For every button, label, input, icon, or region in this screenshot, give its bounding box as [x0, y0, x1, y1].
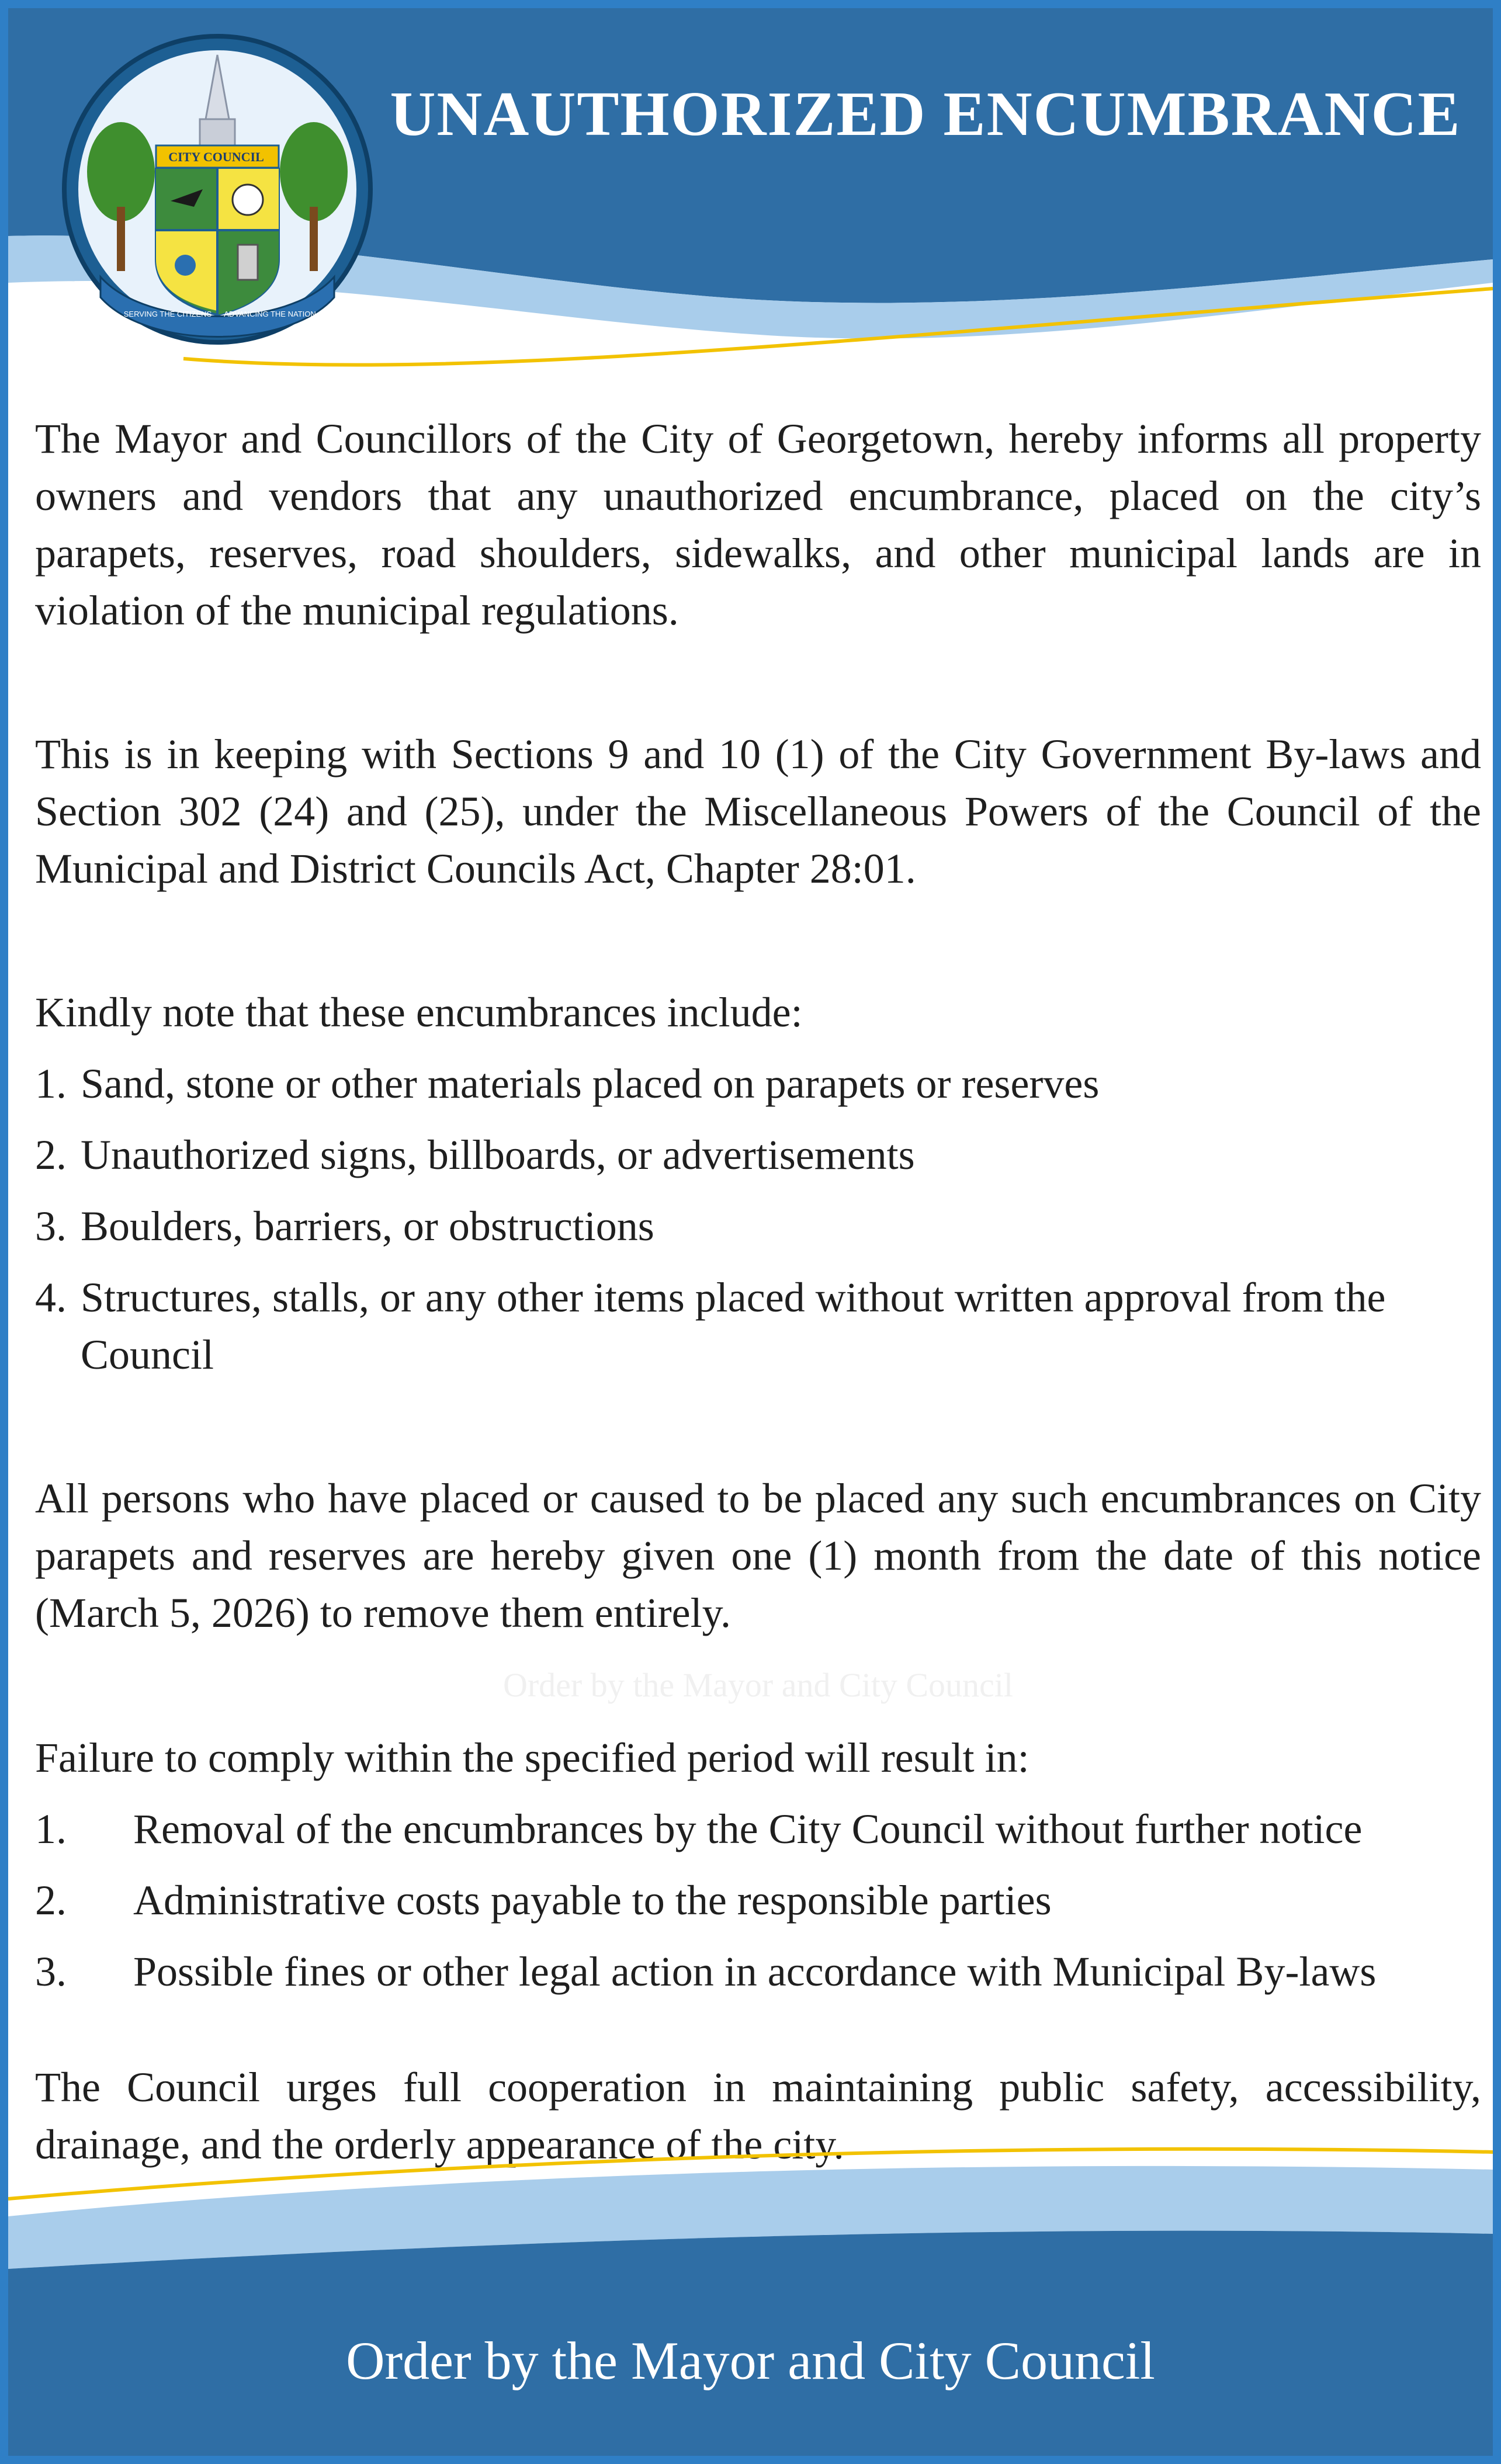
list-item	[35, 1126, 1481, 1184]
footer-text: Order by the Mayor and City Council	[346, 2331, 1155, 2390]
intro-paragraph: The Mayor and Councillors of the City of Georgetown, hereby informs all property owners and vendors that any unauthorized encumbrance, placed on the city’s parapets, reserves, road shoulders, sidewalks, and other municipal lands are in violation of the municipal regulations.	[35, 415, 1481, 634]
page-title: UNAUTHORIZED ENCUMBRANCE	[390, 79, 1461, 149]
list-item	[35, 1800, 1481, 1858]
notice-body	[35, 410, 1481, 2173]
encumbrances-list	[35, 1055, 1481, 1383]
list-item	[35, 1055, 1481, 1112]
seal-banner-text: CITY COUNCIL	[168, 150, 264, 164]
legal-basis-paragraph: This is in keeping with Sections 9 and 10 (1) of the City Government By-laws and Section 302 (24) and (25), under the Miscellaneous Powers of the Council of the Municipal and District Councils Act, Chapter 28:01.	[35, 731, 1481, 892]
watermark-text: Order by the Mayor and City Council	[502, 1666, 1014, 1704]
list-item-number: 4.	[35, 1274, 67, 1321]
city-council-seal	[60, 32, 375, 347]
list-item-text: Possible fines or other legal action in accordance with Municipal By-laws	[133, 1948, 1377, 1995]
list-item-number: 2.	[35, 1877, 67, 1924]
list-item-text: Unauthorized signs, billboards, or advertisements	[81, 1132, 915, 1178]
list-item-text: Structures, stalls, or any other items placed without written approval from the Council	[81, 1274, 1386, 1378]
list-item-text: Boulders, barriers, or obstructions	[81, 1203, 654, 1250]
list-item	[35, 1872, 1481, 1929]
list-item-number: 3.	[35, 1203, 67, 1250]
list-item	[35, 1198, 1481, 1255]
seal-ribbon-left: SERVING THE CITIZENS	[123, 310, 212, 318]
encumbrances-lead: Kindly note that these encumbrances include:	[35, 989, 803, 1036]
consequences-list	[35, 1800, 1481, 2000]
list-item	[35, 1269, 1481, 1383]
list-item	[35, 1943, 1481, 2000]
footer-wave-background	[8, 2129, 1493, 2456]
consequences-lead: Failure to comply within the specified period will result in:	[35, 1734, 1029, 1781]
list-item-text: Sand, stone or other materials placed on parapets or reserves	[81, 1060, 1100, 1107]
list-item-number: 1.	[35, 1060, 67, 1107]
list-item-number: 1.	[35, 1806, 67, 1852]
seal-ribbon-right: ADVANCING THE NATION	[224, 310, 316, 318]
deadline-paragraph: All persons who have placed or caused to be placed any such encumbrances on City parapets and reserves are hereby given one (1) month from the date of this notice (March 5, 2026) to remove them entirely.	[35, 1475, 1481, 1636]
list-item-number: 3.	[35, 1948, 67, 1995]
list-item-text: Administrative costs payable to the responsible parties	[133, 1877, 1052, 1924]
closing-paragraph: The Council urges full cooperation in maintaining public safety, accessibility, drainage, and the orderly appearance of the city.	[35, 2064, 1481, 2168]
list-item-text: Removal of the encumbrances by the City Council without further notice	[133, 1806, 1363, 1852]
list-item-number: 2.	[35, 1132, 67, 1178]
